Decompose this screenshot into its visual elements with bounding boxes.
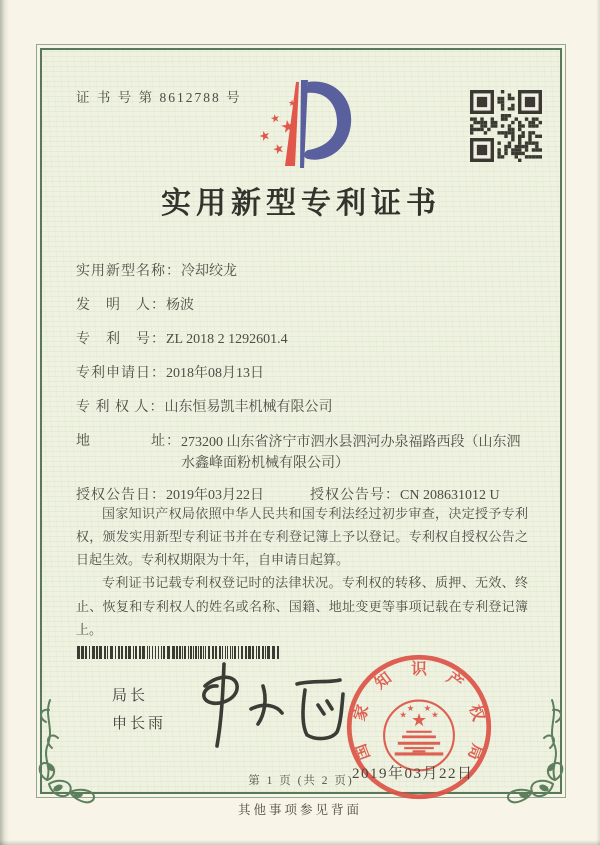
field-row [76,398,528,418]
corner-flourish-icon [490,698,586,806]
legal-paragraph-1: 国家知识产权局依照中华人民共和国专利法经过初步审查，决定授予专利权，颁发实用新型专利证书并在专利登记簿上予以登记。专利权自授权公告之日起生效。专利权期限为十年，自申请日起算。 [76,506,528,568]
field-row [76,296,528,316]
corner-flourish-icon [16,698,112,806]
field-label: 专 利 号： [76,332,166,347]
field-label: 专 利 权 人： [76,400,165,415]
svg-text:★: ★ [423,703,432,714]
commissioner-name: 申长雨 [112,716,167,732]
svg-text:★: ★ [287,99,297,109]
field-value: 冷却绞龙 [181,264,237,279]
seal-date: 2019年03月22日 [352,766,474,782]
field-row [76,432,528,474]
legal-text [76,502,528,641]
field-label: 授权公告号： [310,488,400,503]
signature-icon [175,656,365,754]
svg-text:★: ★ [410,709,428,731]
back-note: 其他事项参见背面 [237,803,362,817]
certificate-number: 证 书 号 第 8612788 号 [76,90,242,105]
svg-text:知: 知 [372,669,395,693]
scan-edge-bottom [0,840,600,845]
cnipa-logo-icon [240,70,362,182]
field-cell [76,400,333,415]
page-number: 第 1 页 (共 2 页) [248,775,354,787]
svg-text:国: 国 [352,741,374,763]
field-cell [76,432,528,474]
field-cell [76,298,194,313]
svg-text:★: ★ [270,140,287,159]
svg-text:★: ★ [257,127,273,146]
field-cell [76,488,264,503]
field-value: CN 208631012 U [400,488,500,503]
field-value: 2019年03月22日 [166,488,264,503]
field-cell [76,332,288,347]
field-cell [76,264,237,279]
legal-paragraph-2: 专利证书记载专利权登记时的法律状况。专利权的转移、质押、无效、终止、恢复和专利权人的姓名或名称、国籍、地址变更等事项记载在专利登记簿上。 [76,575,528,637]
field-cell [76,366,264,381]
field-label: 发 明 人： [76,298,166,313]
svg-text:识: 识 [411,661,427,679]
svg-text:★: ★ [399,709,407,720]
field-value: 2018年08月13日 [166,366,264,381]
fields [76,262,528,520]
svg-text:产: 产 [443,669,466,693]
field-value: ZL 2018 2 1292601.4 [166,332,288,347]
field-label: 地 址： [76,434,181,449]
svg-text:局: 局 [464,741,486,763]
scan-edge-left [0,0,9,845]
certificate-title: 实用新型专利证书 [161,187,441,220]
commissioner-title: 局长 [112,688,149,704]
qr-code-icon [470,90,542,162]
field-label: 授权公告日： [76,488,166,503]
field-cell [310,488,500,503]
field-value: 273200 山东省济宁市泗水县泗河办泉福路西段（山东泗水鑫峰面粉机械有限公司） [181,435,521,471]
certificate-frame [40,48,562,794]
scan-edge-right [596,0,600,845]
svg-text:★: ★ [269,111,282,126]
svg-text:★: ★ [406,703,415,714]
field-row [76,330,528,350]
field-value: 山东恒易凯丰机械有限公司 [164,400,333,415]
field-value: 杨波 [166,298,194,313]
svg-text:★: ★ [278,115,298,139]
field-row [76,364,528,384]
svg-text:★: ★ [431,709,439,720]
svg-text:权: 权 [465,702,487,724]
field-row [76,262,528,282]
field-label: 实用新型名称： [76,264,181,279]
svg-text:家: 家 [351,702,373,724]
field-label: 专利申请日： [76,366,166,381]
